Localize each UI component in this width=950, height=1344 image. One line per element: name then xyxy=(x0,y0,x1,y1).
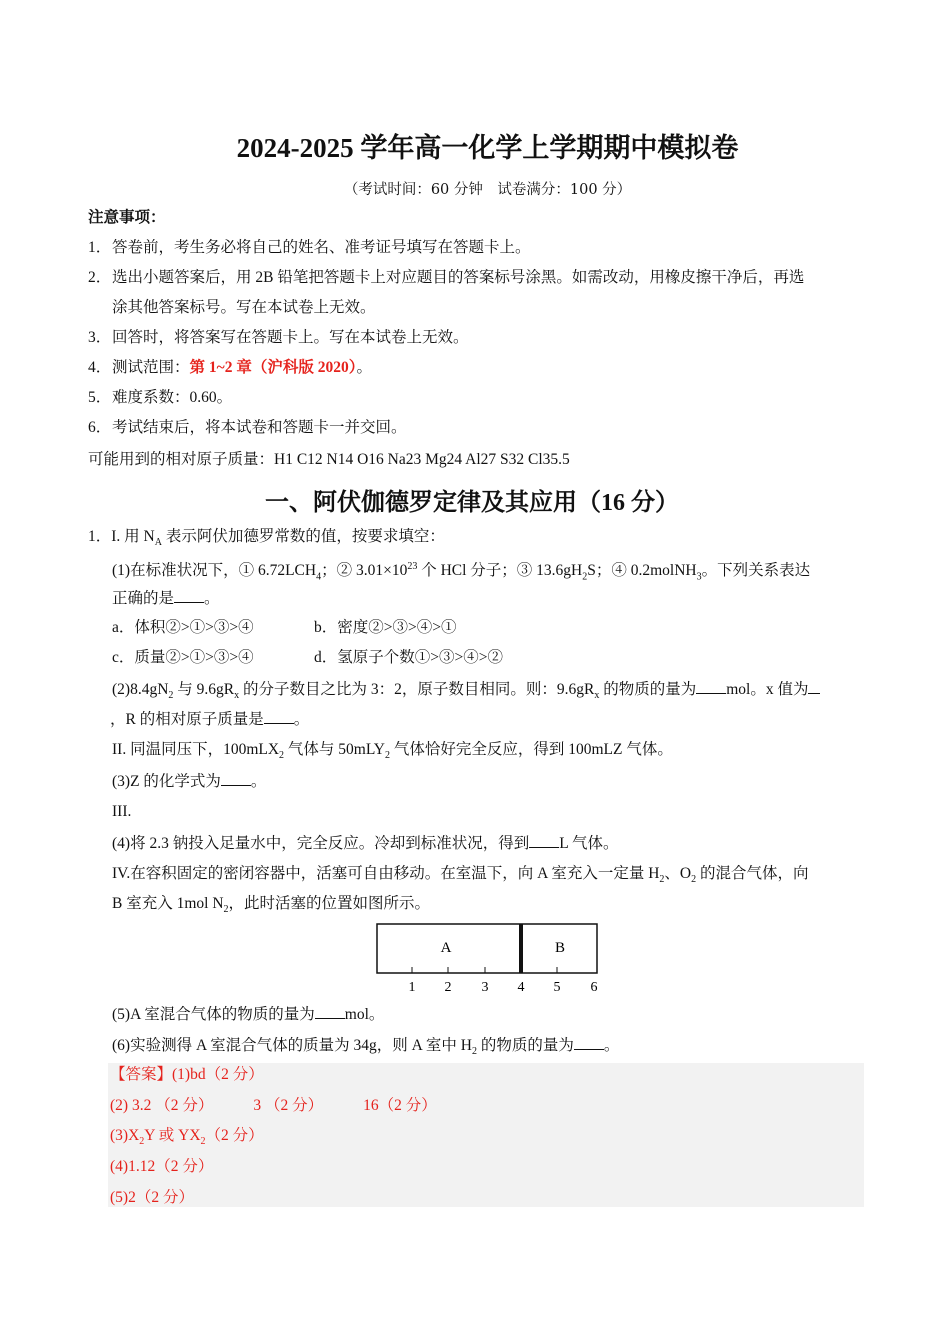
notice-item-2-cont: 涂其他答案标号。写在本试卷上无效。 xyxy=(112,299,376,316)
notice-item-3 xyxy=(88,328,469,348)
text: (2)8.4gN xyxy=(112,681,169,698)
option-d: d．氢原子个数①>③>④>② xyxy=(314,649,503,666)
q1-part-iii: III. xyxy=(112,803,132,820)
sub: 2 xyxy=(471,1046,477,1058)
text: 的物质的量为 xyxy=(476,1037,574,1054)
text: B 室充入 1mol N xyxy=(112,895,224,912)
tick-label: 4 xyxy=(517,980,525,995)
text: (4)将 2.3 钠投入足量水中，完全反应。冷却到标准状况，得到 xyxy=(112,835,530,852)
text: (3)X xyxy=(110,1127,140,1144)
option-c: c．质量②>①>③>④ xyxy=(112,649,254,666)
answer-4: (4)1.12（2 分） xyxy=(110,1158,214,1175)
sub: 2 xyxy=(200,1136,206,1148)
q1-intro xyxy=(88,527,445,553)
text: (5)A 室混合气体的物质的量为 xyxy=(112,1006,315,1023)
q1-part2-line1 xyxy=(112,679,820,706)
text: 的分子数目之比为 3：2，原子数目相同。则：9.6gR xyxy=(239,681,595,698)
tick-label: 6 xyxy=(590,980,598,995)
q1-part-iv-line2 xyxy=(112,894,430,920)
notice-num: 5． xyxy=(88,389,112,406)
q1-part3 xyxy=(112,771,266,792)
text: 气体恰好完全反应，得到 100mLZ 气体。 xyxy=(389,741,673,758)
answer-1: 【答案】(1)bd（2 分） xyxy=(110,1066,264,1083)
text: S；④ 0.2molNH xyxy=(587,562,697,580)
q1-part1-line1 xyxy=(112,557,810,587)
sub: 2 xyxy=(691,874,697,886)
text: Y 或 YX xyxy=(144,1127,201,1144)
sub: A xyxy=(154,537,162,549)
text: 的物质的量为 xyxy=(599,681,697,698)
notice-num: 1． xyxy=(88,239,112,256)
sub: 2 xyxy=(168,690,174,702)
q1-part4 xyxy=(112,833,618,854)
text: 3 （2 分） xyxy=(253,1097,324,1114)
atomic-masses: 可能用到的相对原子质量：H1 C12 N14 O16 Na23 Mg24 Al27 S32 Cl35.5 xyxy=(88,451,570,468)
text: 。 xyxy=(603,1037,620,1054)
text: 。 xyxy=(250,773,267,790)
text: 。 xyxy=(293,711,310,728)
notice-num: 6． xyxy=(88,419,112,436)
notice-text: 回答时，将答案写在答题卡上。写在本试卷上无效。 xyxy=(112,329,469,346)
option-a: a．体积②>①>③>④ xyxy=(112,619,254,636)
sub: 2 xyxy=(139,1136,145,1148)
sub: x xyxy=(594,690,600,702)
answer-blank[interactable] xyxy=(315,1004,345,1019)
chamber-a-label: A xyxy=(440,940,452,956)
text: (3)Z 的化学式为 xyxy=(112,773,221,790)
answer-blank[interactable] xyxy=(174,588,204,603)
text: 。下列关系表达 xyxy=(701,562,811,580)
answer-blank[interactable] xyxy=(221,771,251,786)
sup: 23 xyxy=(407,561,418,572)
text: (2) 3.2 （2 分） xyxy=(110,1097,214,1114)
q1-part-ii xyxy=(112,740,673,766)
q1-part5 xyxy=(112,1004,384,1025)
q1-part2-line2 xyxy=(110,709,309,730)
text: 。 xyxy=(204,590,220,607)
text: ，此时活塞的位置如图所示。 xyxy=(228,895,431,912)
text: (1)在标准状况下，① 6.72LCH xyxy=(112,562,317,580)
q1-part6 xyxy=(112,1035,619,1062)
text: （2 分） xyxy=(205,1127,264,1144)
notice-num: 4． xyxy=(88,359,112,376)
text: L 气体。 xyxy=(559,835,619,852)
notice-num: 3． xyxy=(88,329,112,346)
text: IV.在容积固定的密闭容器中，活塞可自由移动。在室温下，向 A 室充入一定量 H xyxy=(112,865,660,882)
tick-label: 3 xyxy=(481,980,489,995)
chamber-b-label: B xyxy=(554,940,566,956)
answer-blank[interactable] xyxy=(264,709,294,724)
sub: 3 xyxy=(696,571,702,583)
notice-text: 测试范围： xyxy=(112,359,190,376)
text: 正确的是 xyxy=(112,590,175,607)
notice-item-6 xyxy=(88,418,407,438)
option-b: b．密度②>③>④>① xyxy=(314,619,457,636)
text: 的混合气体，向 xyxy=(696,865,809,882)
text: mol。 xyxy=(344,1006,385,1023)
text: ；② 3.01×10 xyxy=(321,562,408,580)
q1-part-iv-line1 xyxy=(112,864,809,890)
notice-text: 答卷前，考生务必将自己的姓名、准考证号填写在答题卡上。 xyxy=(112,239,531,256)
tick-label: 1 xyxy=(408,980,416,995)
sub: 2 xyxy=(582,571,588,583)
notice-item-4 xyxy=(88,358,372,378)
exam-subtitle: （考试时间：60 分钟 试卷满分：100 分） xyxy=(343,182,632,198)
text: ，R 的相对原子质量是 xyxy=(110,711,264,728)
sub: 2 xyxy=(279,750,285,762)
notice-item-1 xyxy=(88,238,531,258)
text: 与 9.6gR xyxy=(173,681,235,698)
sub: 2 xyxy=(384,750,390,762)
section-heading: 一、阿伏伽德罗定律及其应用（16 分） xyxy=(265,490,679,516)
answer-2 xyxy=(110,1096,437,1116)
text: 表示阿伏加德罗常数的值，按要求填空： xyxy=(161,528,445,545)
text: 16（2 分） xyxy=(363,1097,437,1114)
exam-title: 2024-2025 学年高一化学上学期期中模拟卷 xyxy=(236,133,739,163)
text: 、O xyxy=(664,865,692,882)
notice-text: 难度系数：0.60。 xyxy=(112,389,233,406)
sub: 2 xyxy=(223,904,229,916)
answer-blank[interactable] xyxy=(574,1035,604,1050)
answer-blank[interactable] xyxy=(696,679,726,694)
text: 个 HCl 分子；③ 13.6gH xyxy=(417,562,583,580)
notice-text: 选出小题答案后，用 2B 铅笔把答题卡上对应题目的答案标号涂黑。如需改动，用橡皮擦干净后，再选 xyxy=(112,269,805,286)
text: (6)实验测得 A 室混合气体的质量为 34g，则 A 室中 H xyxy=(112,1037,472,1054)
notice-item-5 xyxy=(88,388,232,408)
answer-3 xyxy=(110,1126,264,1152)
text: mol。x 值为 xyxy=(726,681,809,698)
answer-blank[interactable] xyxy=(808,679,820,694)
q1-part1-line2 xyxy=(112,588,220,609)
text: 1．I. 用 N xyxy=(88,528,155,545)
notice-tail: 。 xyxy=(356,359,372,376)
notice-num: 2． xyxy=(88,269,112,286)
sub: 2 xyxy=(659,874,665,886)
sub: x xyxy=(234,690,240,702)
text: 气体与 50mLY xyxy=(284,741,385,758)
piston-diagram xyxy=(370,920,610,1000)
test-scope-highlight: 第 1~2 章（沪科版 2020） xyxy=(189,359,357,376)
tick-label: 5 xyxy=(553,980,561,995)
text: II. 同温同压下，100mLX xyxy=(112,741,280,758)
notice-item-2 xyxy=(88,268,804,288)
sub: 4 xyxy=(316,571,322,583)
tick-label: 2 xyxy=(444,980,452,995)
notice-heading: 注意事项： xyxy=(88,209,166,226)
notice-text: 考试结束后，将本试卷和答题卡一并交回。 xyxy=(112,419,407,436)
answer-blank[interactable] xyxy=(529,833,559,848)
answer-5: (5)2（2 分） xyxy=(110,1189,194,1206)
